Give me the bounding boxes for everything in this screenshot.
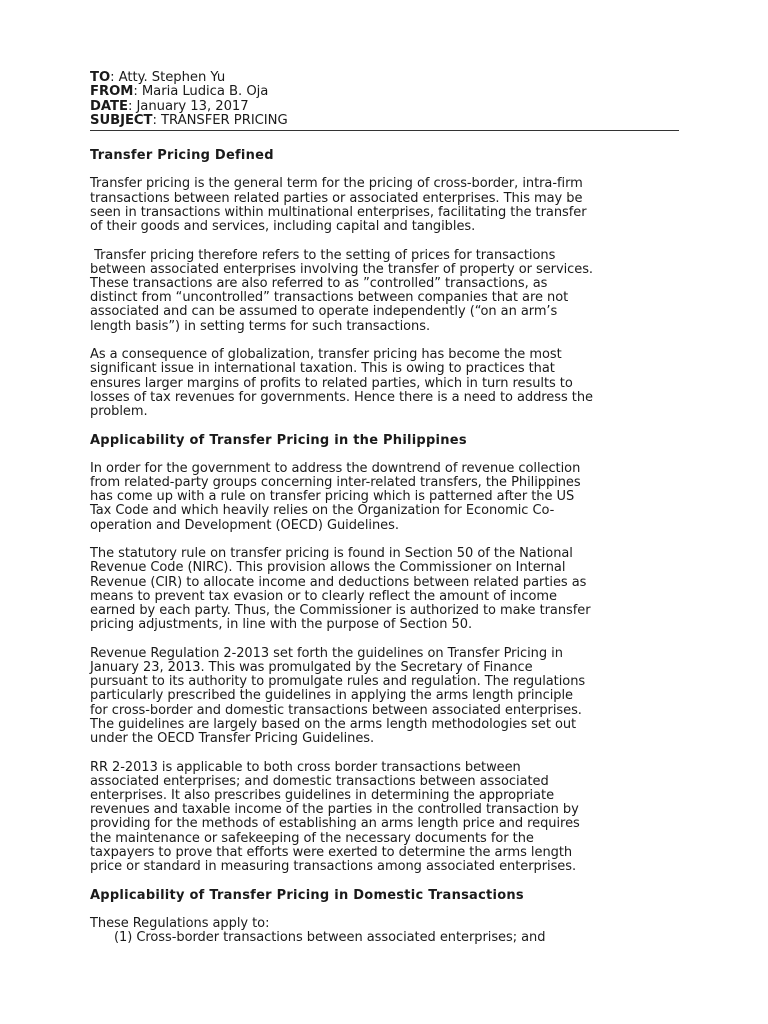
text-line: The statutory rule on transfer pricing is found in Section 50 of the National xyxy=(90,546,573,562)
text-line: of their goods and services, including capital and tangibles. xyxy=(90,219,476,234)
to-value: : Atty. Stephen Yu xyxy=(110,70,226,85)
subject-label: SUBJECT xyxy=(90,112,153,128)
list-item: (1) Cross-border transactions between associated enterprises; and xyxy=(114,930,546,946)
text-line: earned by each party. Thus, the Commissioner is authorized to make transfer xyxy=(90,603,591,619)
text-line: transactions between related parties or associated enterprises. This may be xyxy=(90,190,583,206)
text-line: means to prevent tax evasion or to clearly reflect the amount of income xyxy=(90,588,557,604)
text-line: These transactions are also referred to as ”controlled” transactions, as xyxy=(90,276,548,291)
text-line: pursuant to its authority to promulgate rules and regulation. The regulations xyxy=(90,674,586,690)
section-heading: Transfer Pricing Defined xyxy=(90,148,274,164)
text-line: These Regulations apply to: xyxy=(90,915,270,931)
paragraph xyxy=(90,547,690,632)
text-line: As a consequence of globalization, transfer pricing has become the most xyxy=(90,347,562,363)
memo-subject-line xyxy=(90,114,690,128)
memo-date-line xyxy=(90,100,690,114)
text-line: distinct from “uncontrolled” transactions between companies that are not xyxy=(90,290,569,306)
text-line: In order for the government to address the downtrend of revenue collection xyxy=(90,460,581,476)
text-line: under the OECD Transfer Pricing Guidelines. xyxy=(90,731,375,747)
text-line: Revenue (CIR) to allocate income and deductions between related parties as xyxy=(90,574,587,590)
section-heading: Applicability of Transfer Pricing in the Philippines xyxy=(90,432,467,448)
text-line: taxpayers to prove that efforts were exerted to determine the arms length xyxy=(90,844,573,860)
paragraph xyxy=(90,761,690,875)
memo-header xyxy=(90,71,690,128)
text-line: has come up with a rule on transfer pricing which is patterned after the US xyxy=(90,489,575,505)
text-line: the maintenance or safekeeping of the necessary documents for the xyxy=(90,830,534,846)
date-label: DATE xyxy=(90,98,128,114)
text-line: between associated enterprises involving the transfer of property or services. xyxy=(90,261,594,277)
paragraph xyxy=(90,917,690,931)
numbered-list xyxy=(90,931,690,945)
text-line: enterprises. It also prescribes guidelines in determining the appropriate xyxy=(90,788,555,804)
paragraph xyxy=(90,348,690,419)
text-line: pricing adjustments, in line with the purpose of Section 50. xyxy=(90,617,473,633)
memo-from-line xyxy=(90,85,690,99)
to-label: TO xyxy=(90,70,111,85)
text-line: from related-party groups concerning inter-related transfers, the Philippines xyxy=(90,475,581,491)
from-label: FROM xyxy=(90,84,134,100)
text-line: The guidelines are largely based on the arms length methodologies set out xyxy=(90,716,577,732)
text-line: losses of tax revenues for governments. Hence there is a need to address the xyxy=(90,389,593,405)
text-line: Transfer pricing therefore refers to the setting of prices for transactions xyxy=(90,247,556,263)
paragraph xyxy=(90,177,690,234)
subject-value: : TRANSFER PRICING xyxy=(152,112,288,128)
text-line: Tax Code and which heavily relies on the Organization for Economic Co- xyxy=(90,503,555,519)
text-line: Revenue Regulation 2-2013 set forth the guidelines on Transfer Pricing in xyxy=(90,645,563,661)
text-line: significant issue in international taxation. This is owing to practices that xyxy=(90,361,555,377)
text-line: revenues and taxable income of the parties in the controlled transaction by xyxy=(90,802,579,818)
text-line: Revenue Code (NIRC). This provision allows the Commissioner on Internal xyxy=(90,560,566,576)
paragraph xyxy=(90,647,690,746)
date-value: : January 13, 2017 xyxy=(127,98,249,114)
section-heading: Applicability of Transfer Pricing in Domestic Transactions xyxy=(90,887,524,903)
text-line: price or standard in measuring transactions among associated enterprises. xyxy=(90,859,577,875)
text-line: for cross-border and domestic transactions between associated enterprises. xyxy=(90,702,582,718)
from-value: : Maria Ludica B. Oja xyxy=(133,84,269,100)
text-line: providing for the methods of establishing an arms length price and requires xyxy=(90,816,580,832)
text-line: Transfer pricing is the general term for the pricing of cross-border, intra-firm xyxy=(90,176,583,192)
text-line: length basis”) in setting terms for such transactions. xyxy=(90,318,431,334)
text-line: particularly prescribed the guidelines in applying the arms length principle xyxy=(90,688,573,704)
text-line: operation and Development (OECD) Guidelines. xyxy=(90,517,399,533)
text-line: seen in transactions within multinational enterprises, facilitating the transfer xyxy=(90,204,587,220)
text-line: associated and can be assumed to operate independently (“on an arm’s xyxy=(90,304,558,320)
text-line: RR 2-2013 is applicable to both cross border transactions between xyxy=(90,759,521,775)
paragraph xyxy=(90,462,690,533)
text-line: January 23, 2013. This was promulgated by the Secretary of Finance xyxy=(90,660,533,676)
memo-to-line xyxy=(90,71,690,85)
text-line: problem. xyxy=(90,404,148,420)
text-line: associated enterprises; and domestic transactions between associated xyxy=(90,773,549,789)
paragraph xyxy=(90,249,690,334)
memo-body xyxy=(90,71,690,945)
text-line: ensures larger margins of profits to related parties, which in turn results to xyxy=(90,375,573,391)
